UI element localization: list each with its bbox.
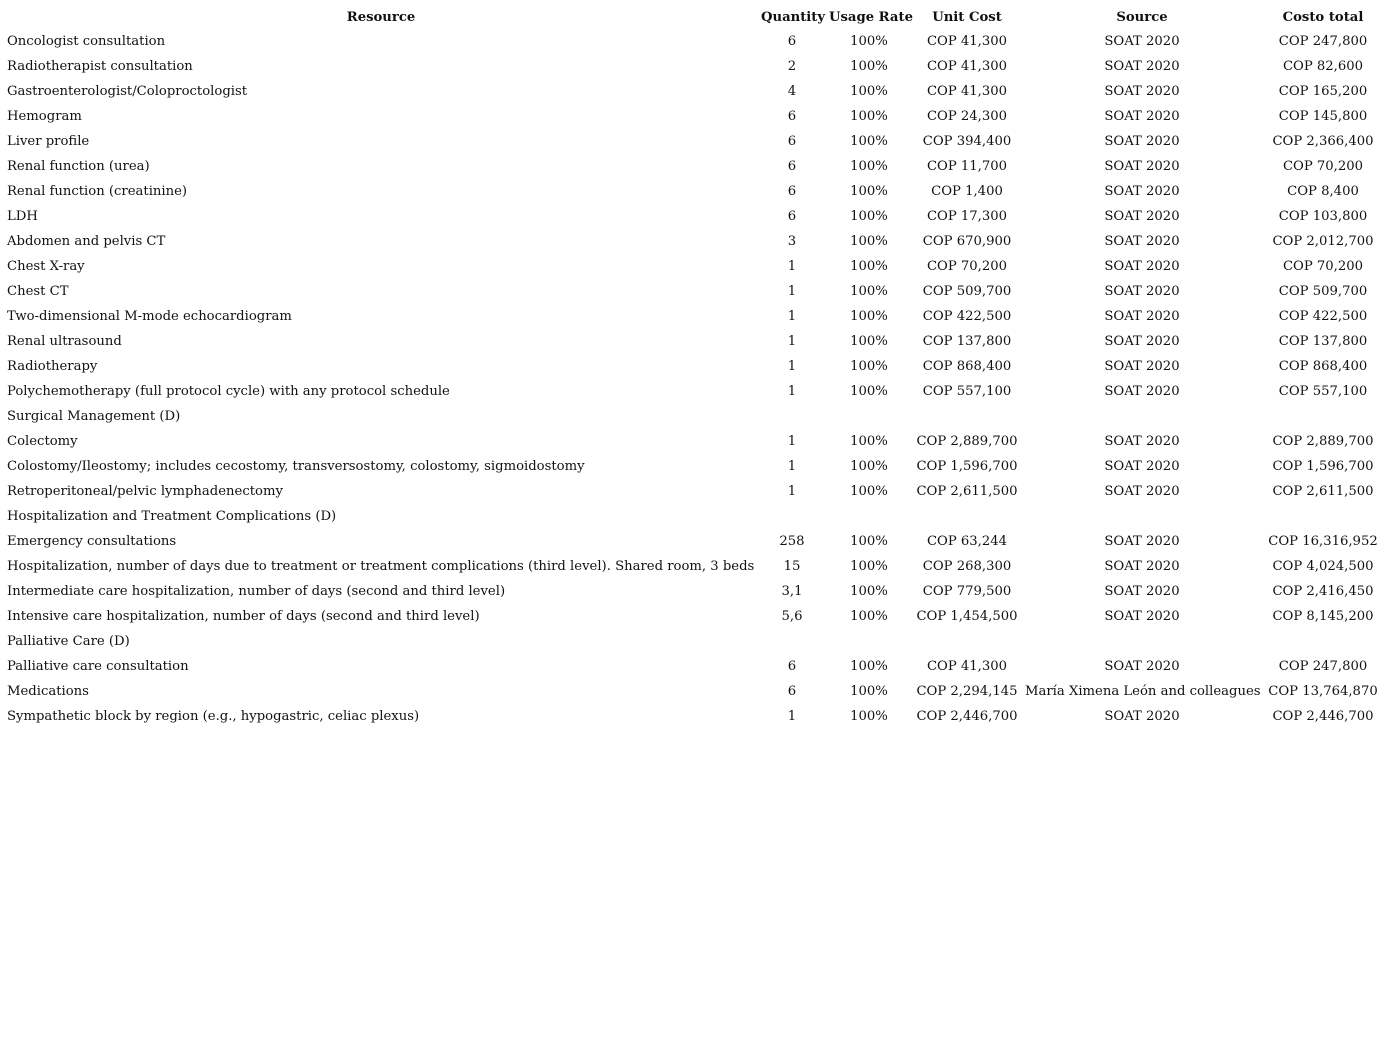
cost-table — [4, 5, 1384, 729]
header-row — [4, 5, 1384, 29]
cell-source: SOAT 2020 — [1104, 584, 1180, 599]
cell-unit-cost: COP 17,300 — [926, 209, 1008, 224]
table-row — [4, 504, 1384, 529]
cell-source — [1022, 504, 1262, 529]
cell-total: COP 1,596,700 — [1272, 459, 1374, 474]
cell-source: SOAT 2020 — [1104, 709, 1180, 724]
cell-resource: Emergency consultations — [7, 534, 177, 549]
cell-total: COP 2,889,700 — [1272, 434, 1374, 449]
cell-usage-rate: 100% — [850, 609, 888, 624]
cell-usage-rate: 100% — [850, 309, 888, 324]
cell-usage-rate: 100% — [850, 684, 888, 699]
table-row — [4, 254, 1384, 279]
cell-usage-rate: 100% — [850, 559, 888, 574]
cell-unit-cost: COP 24,300 — [926, 109, 1008, 124]
cell-usage-rate — [826, 504, 912, 529]
cell-source: SOAT 2020 — [1104, 534, 1180, 549]
cell-usage-rate: 100% — [850, 384, 888, 399]
cell-resource: Palliative Care (D) — [7, 634, 130, 649]
table-row — [4, 379, 1384, 404]
cell-total: COP 103,800 — [1278, 209, 1368, 224]
cell-quantity — [758, 629, 826, 654]
cell-quantity: 6 — [787, 684, 797, 699]
cell-usage-rate: 100% — [850, 59, 888, 74]
cell-total — [1262, 629, 1384, 654]
cell-source: SOAT 2020 — [1104, 184, 1180, 199]
cell-resource: Radiotherapy — [7, 359, 98, 374]
table-row — [4, 454, 1384, 479]
cell-quantity: 6 — [787, 209, 797, 224]
cell-quantity: 6 — [787, 184, 797, 199]
cell-quantity — [758, 404, 826, 429]
cell-usage-rate: 100% — [850, 584, 888, 599]
cell-quantity: 3,1 — [781, 584, 803, 599]
cell-source: SOAT 2020 — [1104, 209, 1180, 224]
cell-usage-rate: 100% — [850, 284, 888, 299]
cell-quantity: 1 — [787, 459, 797, 474]
header-usage-rate: Usage Rate — [829, 9, 913, 25]
cell-quantity: 6 — [787, 109, 797, 124]
cell-resource: Renal function (urea) — [7, 159, 150, 174]
cell-quantity: 3 — [787, 234, 797, 249]
table-row — [4, 354, 1384, 379]
cell-unit-cost: COP 422,500 — [922, 309, 1012, 324]
cell-source: SOAT 2020 — [1104, 84, 1180, 99]
cell-quantity: 5,6 — [781, 609, 803, 624]
cell-quantity: 4 — [787, 84, 797, 99]
cell-resource: Surgical Management (D) — [7, 409, 181, 424]
cell-usage-rate: 100% — [850, 459, 888, 474]
table-row — [4, 304, 1384, 329]
cell-quantity: 1 — [787, 284, 797, 299]
cell-unit-cost — [912, 504, 1022, 529]
cell-total: COP 2,611,500 — [1272, 484, 1374, 499]
cell-usage-rate: 100% — [850, 484, 888, 499]
cell-resource: Oncologist consultation — [7, 34, 166, 49]
header-resource: Resource — [346, 9, 416, 25]
table-row — [4, 479, 1384, 504]
cell-source: SOAT 2020 — [1104, 609, 1180, 624]
cell-resource: Hospitalization, number of days due to treatment or treatment complications (third level). Shared room, 3 beds — [7, 559, 755, 574]
cell-resource: Renal ultrasound — [7, 334, 122, 349]
cell-unit-cost: COP 670,900 — [922, 234, 1012, 249]
cell-total: COP 145,800 — [1278, 109, 1368, 124]
cell-usage-rate — [826, 629, 912, 654]
cell-quantity: 1 — [787, 259, 797, 274]
cell-resource: Liver profile — [7, 134, 90, 149]
cell-resource: Two-dimensional M-mode echocardiogram — [7, 309, 292, 324]
cell-resource: LDH — [7, 209, 38, 224]
cell-source: SOAT 2020 — [1104, 334, 1180, 349]
cell-unit-cost: COP 137,800 — [922, 334, 1012, 349]
cell-unit-cost: COP 63,244 — [926, 534, 1008, 549]
cell-quantity: 1 — [787, 484, 797, 499]
table-row — [4, 529, 1384, 554]
cell-usage-rate: 100% — [850, 84, 888, 99]
cell-unit-cost: COP 41,300 — [926, 84, 1008, 99]
cell-usage-rate: 100% — [850, 359, 888, 374]
cell-usage-rate — [826, 404, 912, 429]
cell-source: SOAT 2020 — [1104, 309, 1180, 324]
table-row — [4, 79, 1384, 104]
cell-quantity: 1 — [787, 384, 797, 399]
cell-total: COP 70,200 — [1282, 159, 1364, 174]
cell-total: COP 557,100 — [1278, 384, 1368, 399]
cell-total: COP 2,366,400 — [1272, 134, 1374, 149]
cell-usage-rate: 100% — [850, 709, 888, 724]
cell-source: SOAT 2020 — [1104, 659, 1180, 674]
cell-total: COP 8,400 — [1287, 184, 1359, 199]
cell-usage-rate: 100% — [850, 434, 888, 449]
cell-quantity: 1 — [787, 359, 797, 374]
cell-unit-cost — [912, 404, 1022, 429]
cell-unit-cost: COP 2,889,700 — [916, 434, 1018, 449]
cell-usage-rate: 100% — [850, 259, 888, 274]
table-row — [4, 604, 1384, 629]
cell-total: COP 4,024,500 — [1272, 559, 1374, 574]
cell-quantity: 1 — [787, 709, 797, 724]
cell-quantity: 1 — [787, 309, 797, 324]
cell-source: SOAT 2020 — [1104, 284, 1180, 299]
table-row — [4, 404, 1384, 429]
table-row — [4, 629, 1384, 654]
table-row — [4, 204, 1384, 229]
cell-resource: Intensive care hospitalization, number of days (second and third level) — [7, 609, 480, 624]
cell-source: SOAT 2020 — [1104, 234, 1180, 249]
cell-unit-cost: COP 868,400 — [922, 359, 1012, 374]
table-row — [4, 29, 1384, 54]
cell-usage-rate: 100% — [850, 184, 888, 199]
cell-total: COP 16,316,952 — [1268, 534, 1378, 549]
cell-quantity: 6 — [787, 159, 797, 174]
table-row — [4, 154, 1384, 179]
cell-usage-rate: 100% — [850, 334, 888, 349]
cell-total: COP 165,200 — [1278, 84, 1368, 99]
cell-quantity: 258 — [779, 534, 805, 549]
table-row — [4, 229, 1384, 254]
cell-total: COP 247,800 — [1278, 34, 1368, 49]
cell-total: COP 422,500 — [1278, 309, 1368, 324]
cell-usage-rate: 100% — [850, 534, 888, 549]
cell-unit-cost: COP 2,611,500 — [916, 484, 1018, 499]
cell-unit-cost: COP 509,700 — [922, 284, 1012, 299]
cell-unit-cost: COP 11,700 — [926, 159, 1008, 174]
cell-quantity: 6 — [787, 134, 797, 149]
table-row — [4, 329, 1384, 354]
cell-resource: Renal function (creatinine) — [7, 184, 188, 199]
cell-quantity: 1 — [787, 434, 797, 449]
table-row — [4, 129, 1384, 154]
cell-unit-cost: COP 268,300 — [922, 559, 1012, 574]
cell-resource: Polychemotherapy (full protocol cycle) with any protocol schedule — [7, 384, 450, 399]
header-source: Source — [1116, 9, 1168, 25]
cell-total: COP 82,600 — [1282, 59, 1364, 74]
cell-unit-cost — [912, 629, 1022, 654]
cell-total: COP 509,700 — [1278, 284, 1368, 299]
cell-usage-rate: 100% — [850, 659, 888, 674]
cell-source: SOAT 2020 — [1104, 34, 1180, 49]
cell-quantity: 15 — [783, 559, 801, 574]
cell-unit-cost: COP 2,294,145 — [916, 684, 1018, 699]
cell-unit-cost: COP 41,300 — [926, 34, 1008, 49]
cell-total: COP 13,764,870 — [1268, 684, 1378, 699]
cell-quantity: 2 — [787, 59, 797, 74]
cell-resource: Palliative care consultation — [7, 659, 189, 674]
cell-usage-rate: 100% — [850, 209, 888, 224]
table-row — [4, 679, 1384, 704]
cell-source: SOAT 2020 — [1104, 134, 1180, 149]
cell-usage-rate: 100% — [850, 234, 888, 249]
table-row — [4, 579, 1384, 604]
cell-resource: Chest X-ray — [7, 259, 85, 274]
cell-resource: Intermediate care hospitalization, number of days (second and third level) — [7, 584, 506, 599]
header-unit-cost: Unit Cost — [932, 9, 1002, 25]
table-row — [4, 279, 1384, 304]
cell-source — [1022, 404, 1262, 429]
cell-quantity: 1 — [787, 334, 797, 349]
cell-source: SOAT 2020 — [1104, 559, 1180, 574]
cell-resource: Gastroenterologist/Coloproctologist — [7, 84, 248, 99]
cell-resource: Retroperitoneal/pelvic lymphadenectomy — [7, 484, 283, 499]
cell-source: SOAT 2020 — [1104, 459, 1180, 474]
table-body — [4, 29, 1384, 729]
cell-unit-cost: COP 41,300 — [926, 59, 1008, 74]
cell-total: COP 868,400 — [1278, 359, 1368, 374]
cell-resource: Colectomy — [7, 434, 78, 449]
cell-unit-cost: COP 1,596,700 — [916, 459, 1018, 474]
cell-source: SOAT 2020 — [1104, 484, 1180, 499]
table-row — [4, 54, 1384, 79]
cell-quantity: 6 — [787, 34, 797, 49]
cell-unit-cost: COP 1,454,500 — [916, 609, 1018, 624]
cell-resource: Radiotherapist consultation — [7, 59, 193, 74]
table-row — [4, 554, 1384, 579]
table-row — [4, 104, 1384, 129]
cell-usage-rate: 100% — [850, 159, 888, 174]
cell-total: COP 8,145,200 — [1272, 609, 1374, 624]
cell-resource: Abdomen and pelvis CT — [7, 234, 166, 249]
cell-resource: Colostomy/Ileostomy; includes cecostomy, transversostomy, colostomy, sigmoidostomy — [7, 459, 585, 474]
cell-usage-rate: 100% — [850, 34, 888, 49]
cell-unit-cost: COP 557,100 — [922, 384, 1012, 399]
cell-total: COP 2,012,700 — [1272, 234, 1374, 249]
cell-total: COP 247,800 — [1278, 659, 1368, 674]
cell-unit-cost: COP 2,446,700 — [916, 709, 1018, 724]
cell-usage-rate: 100% — [850, 134, 888, 149]
table-row — [4, 179, 1384, 204]
cell-total: COP 70,200 — [1282, 259, 1364, 274]
cell-source: SOAT 2020 — [1104, 159, 1180, 174]
cell-total — [1262, 504, 1384, 529]
cell-usage-rate: 100% — [850, 109, 888, 124]
header-total: Costo total — [1282, 9, 1364, 25]
cell-source — [1022, 629, 1262, 654]
cell-source: María Ximena León and colleagues — [1025, 684, 1261, 699]
cell-resource: Hospitalization and Treatment Complications (D) — [7, 509, 337, 524]
cell-source: SOAT 2020 — [1104, 434, 1180, 449]
cell-source: SOAT 2020 — [1104, 109, 1180, 124]
cell-total: COP 137,800 — [1278, 334, 1368, 349]
table-row — [4, 429, 1384, 454]
cell-total: COP 2,446,700 — [1272, 709, 1374, 724]
cell-unit-cost: COP 779,500 — [922, 584, 1012, 599]
cell-unit-cost: COP 41,300 — [926, 659, 1008, 674]
cell-unit-cost: COP 394,400 — [922, 134, 1012, 149]
cell-unit-cost: COP 1,400 — [931, 184, 1003, 199]
cell-resource: Sympathetic block by region (e.g., hypogastric, celiac plexus) — [7, 709, 420, 724]
header-quantity: Quantity — [761, 9, 826, 25]
cell-total — [1262, 404, 1384, 429]
table-row — [4, 704, 1384, 729]
cell-resource: Chest CT — [7, 284, 69, 299]
cell-resource: Hemogram — [7, 109, 82, 124]
cell-source: SOAT 2020 — [1104, 59, 1180, 74]
cell-resource: Medications — [7, 684, 89, 699]
cell-quantity — [758, 504, 826, 529]
cell-unit-cost: COP 70,200 — [926, 259, 1008, 274]
cell-source: SOAT 2020 — [1104, 259, 1180, 274]
cell-source: SOAT 2020 — [1104, 384, 1180, 399]
table-row — [4, 654, 1384, 679]
cell-quantity: 6 — [787, 659, 797, 674]
cell-source: SOAT 2020 — [1104, 359, 1180, 374]
cell-total: COP 2,416,450 — [1272, 584, 1374, 599]
